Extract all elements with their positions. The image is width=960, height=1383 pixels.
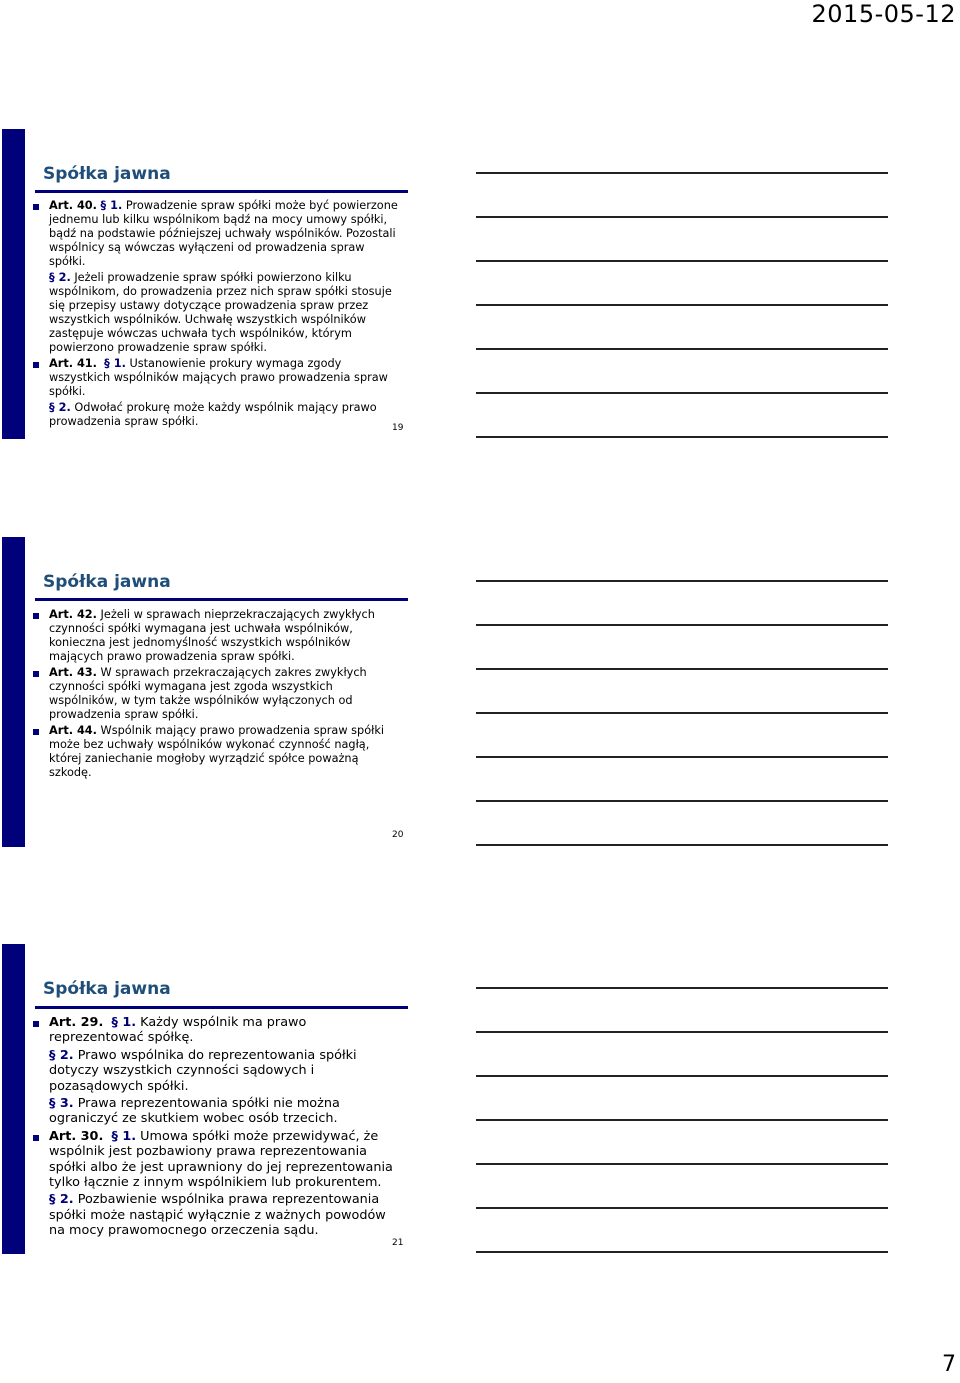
paragraph-text: Każdy wspólnik ma prawo reprezentować spółkę.	[49, 1015, 307, 1046]
paragraph	[33, 1192, 403, 1238]
slide-title: Spółka jawna	[43, 979, 171, 999]
slide-1	[0, 129, 420, 439]
bullet-icon	[33, 204, 39, 210]
note-line	[476, 1119, 888, 1121]
article-label: Art. 44.	[49, 724, 97, 737]
paragraph-text: Umowa spółki może przewidywać, że wspólnik jest pozbawiony prawa reprezentowania spółki albo że jest uprawniony do jej reprezentowania tylko łącznie z innym wspólnikiem lub prokurentem.	[49, 1128, 393, 1191]
note-line	[476, 304, 888, 306]
paragraph-text: Jeżeli prowadzenie spraw spółki powierzono kilku wspólnikom, do prowadzenia przez nich spraw spółki stosuje się przepisy ustawy dotyczące prowadzenia spraw przez wszystkich wspólników. Uchwałę wszystkich wspólników zastępuje wówczas uchwała tych wspólników, którym powierzono prowadzenie spraw spółki.	[49, 271, 392, 354]
paragraph	[33, 271, 403, 355]
article-label: Art. 42.	[49, 608, 97, 621]
slide-title-rule	[35, 190, 408, 193]
article-label: Art. 40.	[49, 199, 97, 212]
slide-number: 20	[392, 830, 404, 840]
note-line	[476, 348, 888, 350]
slide-title-rule	[35, 1006, 408, 1009]
paragraph	[33, 199, 403, 269]
paragraph-text: Prowadzenie spraw spółki może być powierzone jednemu lub kilku wspólnikom bądź na mocy umowy spółki, bądź na podstawie późniejszej uchwały wspólników. Pozostali wspólnicy są wówczas wyłączeni od prowadzenia spraw spółki.	[49, 199, 398, 268]
bullet-icon	[33, 729, 39, 735]
article-label: Art. 43.	[49, 666, 97, 679]
note-line	[476, 392, 888, 394]
note-line	[476, 260, 888, 262]
bullet-icon	[33, 362, 39, 368]
paragraph	[33, 1048, 403, 1094]
slide-title-rule	[35, 598, 408, 601]
slide-accent-bar	[2, 944, 25, 1254]
slide-title: Spółka jawna	[43, 572, 171, 592]
paragraph-text: W sprawach przekraczających zakres zwykłych czynności spółki wymagana jest zgoda wszystkich wspólników, w tym także wspólników wyłączonych od prowadzenia spraw spółki.	[49, 666, 367, 721]
paragraph	[33, 666, 403, 722]
paragraph-text: Ustanowienie prokury wymaga zgody wszystkich wspólników mających prawo prowadzenia spraw spółki.	[49, 357, 388, 398]
slide-body	[33, 199, 403, 429]
section-label: § 1.	[100, 199, 123, 212]
slide-number: 21	[392, 1238, 404, 1248]
paragraph-text: Wspólnik mający prawo prowadzenia spraw spółki może bez uchwały wspólników wykonać czynność nagłą, której zaniechanie mogłoby wyrządzić spółce poważną szkodę.	[49, 724, 385, 779]
paragraph	[33, 1096, 403, 1127]
paragraph	[33, 401, 403, 429]
paragraph-text: Pozbawienie wspólnika prawa reprezentowania spółki może nastąpić wyłącznie z ważnych powodów na mocy prawomocnego orzeczenia sądu.	[49, 1192, 386, 1239]
header-date: 2015-05-12	[811, 0, 956, 28]
slide-3	[0, 944, 420, 1254]
note-line	[476, 800, 888, 802]
section-label: § 1.	[111, 1128, 137, 1144]
note-line	[476, 1075, 888, 1077]
section-label: § 2.	[49, 1047, 74, 1063]
note-line	[476, 756, 888, 758]
bullet-icon	[33, 671, 39, 677]
note-line	[476, 216, 888, 218]
article-label: Art. 29.	[49, 1015, 104, 1030]
paragraph	[33, 1129, 403, 1191]
note-line	[476, 1163, 888, 1165]
slide-body	[33, 608, 403, 780]
note-line	[476, 1031, 888, 1033]
slide-accent-bar	[2, 129, 25, 439]
slide-number: 19	[392, 423, 404, 433]
section-label: § 3.	[49, 1096, 74, 1112]
slide-title: Spółka jawna	[43, 164, 171, 184]
bullet-icon	[33, 1135, 39, 1141]
note-line	[476, 1207, 888, 1209]
page-number: 7	[942, 1352, 956, 1377]
bullet-icon	[33, 613, 39, 619]
note-line	[476, 668, 888, 670]
paragraph	[33, 608, 403, 664]
paragraph-text: Prawa reprezentowania spółki nie można ograniczyć ze skutkiem wobec osób trzecich.	[49, 1096, 340, 1127]
note-line	[476, 172, 888, 174]
section-label: § 1.	[111, 1015, 137, 1030]
paragraph-text: Jeżeli w sprawach nieprzekraczających zwykłych czynności spółki wymagana jest uchwała wspólników, konieczna jest jednomyślność wszystkich wspólników mających prawo prowadzenia spraw spółki.	[49, 608, 375, 663]
note-line	[476, 624, 888, 626]
paragraph	[33, 357, 403, 399]
note-line	[476, 712, 888, 714]
note-line	[476, 987, 888, 989]
note-line	[476, 580, 888, 582]
section-label: § 2.	[49, 401, 71, 414]
paragraph-text: Odwołać prokurę może każdy wspólnik mający prawo prowadzenia spraw spółki.	[49, 401, 377, 428]
note-line	[476, 1251, 888, 1253]
bullet-icon	[33, 1021, 39, 1027]
paragraph-text: Prawo wspólnika do reprezentowania spółki dotyczy wszystkich czynności sądowych i pozasądowych spółki.	[49, 1047, 357, 1094]
section-label: § 2.	[49, 271, 71, 284]
slide-2	[0, 537, 420, 847]
slide-accent-bar	[2, 537, 25, 847]
article-label: Art. 41.	[49, 357, 97, 370]
paragraph	[33, 724, 403, 780]
note-line	[476, 436, 888, 438]
article-label: Art. 30.	[49, 1128, 104, 1144]
slide-body	[33, 1015, 403, 1239]
note-line	[476, 844, 888, 846]
section-label: § 2.	[49, 1192, 74, 1208]
section-label: § 1.	[104, 357, 126, 370]
paragraph	[33, 1015, 403, 1046]
